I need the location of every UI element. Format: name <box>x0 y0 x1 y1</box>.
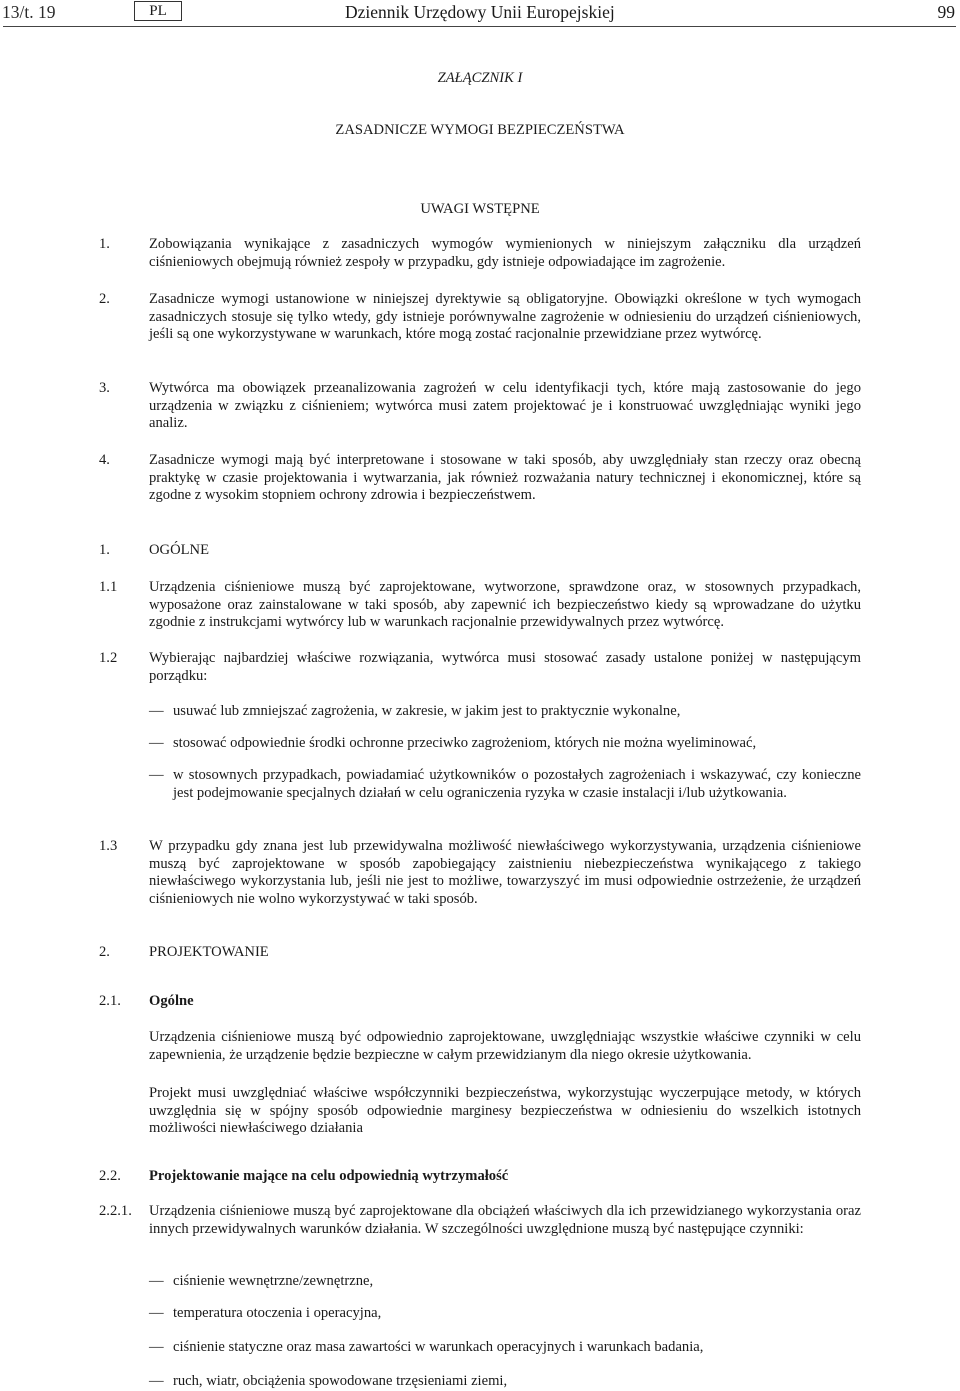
paragraph: Urządzenia ciśnieniowe muszą być odpowiednio zaprojektowane, uwzględniając wszystkie właściwe czynniki w celu zapewnienia, że urządzenie będzie bezpieczne w całym przewidzianym dla niego okresie użytkowania. <box>149 1029 861 1063</box>
section-heading: PROJEKTOWANIE <box>149 944 269 960</box>
intro-item-number: 1. <box>99 236 110 252</box>
page-reference: 13/t. 19 <box>2 2 56 22</box>
list-item: ruch, wiatr, obciążenia spowodowane trzęsieniami ziemi, <box>173 1373 508 1389</box>
page-number: 99 <box>937 2 955 22</box>
intro-item-text: Zobowiązania wynikające z zasadniczych wymogów wymienionych w niniejszym załączniku dla urządzeń ciśnieniowych obejmują również zespoły w przypadku, gdy istnieje odpowiadające im zagrożenie. <box>149 236 861 270</box>
page-header <box>0 0 960 32</box>
language-badge: PL <box>134 1 182 21</box>
subsection-number: 1.2 <box>99 650 118 666</box>
subsection-number: 1.3 <box>99 838 118 854</box>
list-item: temperatura otoczenia i operacyjna, <box>173 1305 382 1321</box>
journal-title: Dziennik Urzędowy Unii Europejskiej <box>345 2 615 22</box>
subsection-text: Wybierając najbardziej właściwe rozwiązania, wytwórca musi stosować zasady ustalone poniżej w następującym porządku: <box>149 650 861 684</box>
subsection-text: W przypadku gdy znana jest lub przewidywalna możliwość niewłaściwego wykorzystywania, urządzenia ciśnieniowe muszą być zaprojektowane w sposób zapobiegający zaistnieniu niebezpieczeństwa wynikającego z takiego niewłaściwego wykorzystania lub, jeśli nie jest to możliwe, towarzyszyć im musi odpowiednie ostrzeżenie, że urządzeń ciśnieniowych nie wolno wykorzystywać w taki sposób. <box>149 838 861 907</box>
intro-item-text: Wytwórca ma obowiązek przeanalizowania zagrożeń w celu identyfikacji tych, które mają zastosowanie do jego urządzenia w związku z ciśnieniem; wytwórca musi zatem projektować je i konstruować uwzględniając wyniki jego analiz. <box>149 380 861 432</box>
list-dash: — <box>149 1273 164 1289</box>
section-number: 2. <box>99 944 110 960</box>
list-dash: — <box>149 1373 164 1389</box>
header-divider <box>3 26 956 27</box>
intro-item-text: Zasadnicze wymogi ustanowione w niniejszej dyrektywie są obligatoryjne. Obowiązki określone w tych wymogach zasadniczych stosuje się tylko wtedy, gdy istnieje porównywalne zagrożenie w odniesieniu do urządzeń ciśnieniowych, jeśli są one wykorzystywane w warunkach, które mogą zostać racjonalnie przewidziane przez wytwórcę. <box>149 291 861 343</box>
list-dash: — <box>149 1305 164 1321</box>
list-item: ciśnienie wewnętrzne/zewnętrzne, <box>173 1273 374 1289</box>
list-dash: — <box>149 703 164 719</box>
subsection-number: 1.1 <box>99 579 118 595</box>
paragraph: Projekt musi uwzględniać właściwe współczynniki bezpieczeństwa, wykorzystując wyczerpujące metody, w których uwzględnia się w spójny sposób odpowiednie marginesy bezpieczeństwa w odniesieniu do wszelkich istotnych możliwości niewłaściwego działania <box>149 1085 861 1137</box>
intro-item-number: 3. <box>99 380 110 396</box>
section-number: 1. <box>99 542 110 558</box>
subsection-number: 2.2. <box>99 1168 121 1184</box>
subsection-number: 2.1. <box>99 993 121 1009</box>
subsection-text: Urządzenia ciśnieniowe muszą być zaprojektowane dla obciążeń właściwych dla ich przewidzianego wykorzystania oraz innych przewidywalnych warunków działania. W szczególności uwzględnione muszą być następujące czynniki: <box>149 1203 861 1237</box>
list-dash: — <box>149 1339 164 1355</box>
list-dash: — <box>149 735 164 751</box>
list-item: ciśnienie statyczne oraz masa zawartości w warunkach operacyjnych i warunkach badania, <box>173 1339 704 1355</box>
list-item: usuwać lub zmniejszać zagrożenia, w zakresie, w jakim jest to praktycznie wykonalne, <box>173 703 681 719</box>
document-title: ZASADNICZE WYMOGI BEZPIECZEŃSTWA <box>335 122 625 138</box>
annex-label: ZAŁĄCZNIK I <box>437 70 523 86</box>
list-item: w stosownych przypadkach, powiadamiać użytkowników o pozostałych zagrożeniach i wskazywać, czy konieczne jest podejmowanie specjalnych działań w celu ograniczenia ryzyka w czasie instalacji i/lub użytkowania. <box>173 767 861 801</box>
list-dash: — <box>149 767 164 783</box>
subsection-text: Urządzenia ciśnieniowe muszą być zaprojektowane, wytworzone, sprawdzone oraz, w stosownych przypadkach, wyposażone oraz zainstalowane w taki sposób, aby zapewnić ich bezpieczeństwo kiedy są wprowadzane do użytku zgodnie z instrukcjami wytwórcy lub w warunkach racjonalnie przewidywalnych przez wytwórcę. <box>149 579 861 631</box>
intro-item-text: Zasadnicze wymogi mają być interpretowane i stosowane w taki sposób, aby uwzględniały stan rzeczy oraz obecną praktykę w czasie projektowania i wytwarzania, jak również rozważania natury technicznej i ekonomicznej, które są zgodne z wysokim stopniem ochrony zdrowia i bezpieczeństwem. <box>149 452 861 504</box>
intro-item-number: 2. <box>99 291 110 307</box>
subsection-number: 2.2.1. <box>99 1203 132 1219</box>
subsection-heading: Projektowanie mające na celu odpowiednią wytrzymałość <box>149 1168 509 1184</box>
intro-item-number: 4. <box>99 452 110 468</box>
intro-heading: UWAGI WSTĘPNE <box>420 201 540 217</box>
list-item: stosować odpowiednie środki ochronne przeciwko zagrożeniom, których nie można wyeliminować, <box>173 735 757 751</box>
section-heading: OGÓLNE <box>149 542 209 558</box>
subsection-heading: Ogólne <box>149 993 194 1009</box>
